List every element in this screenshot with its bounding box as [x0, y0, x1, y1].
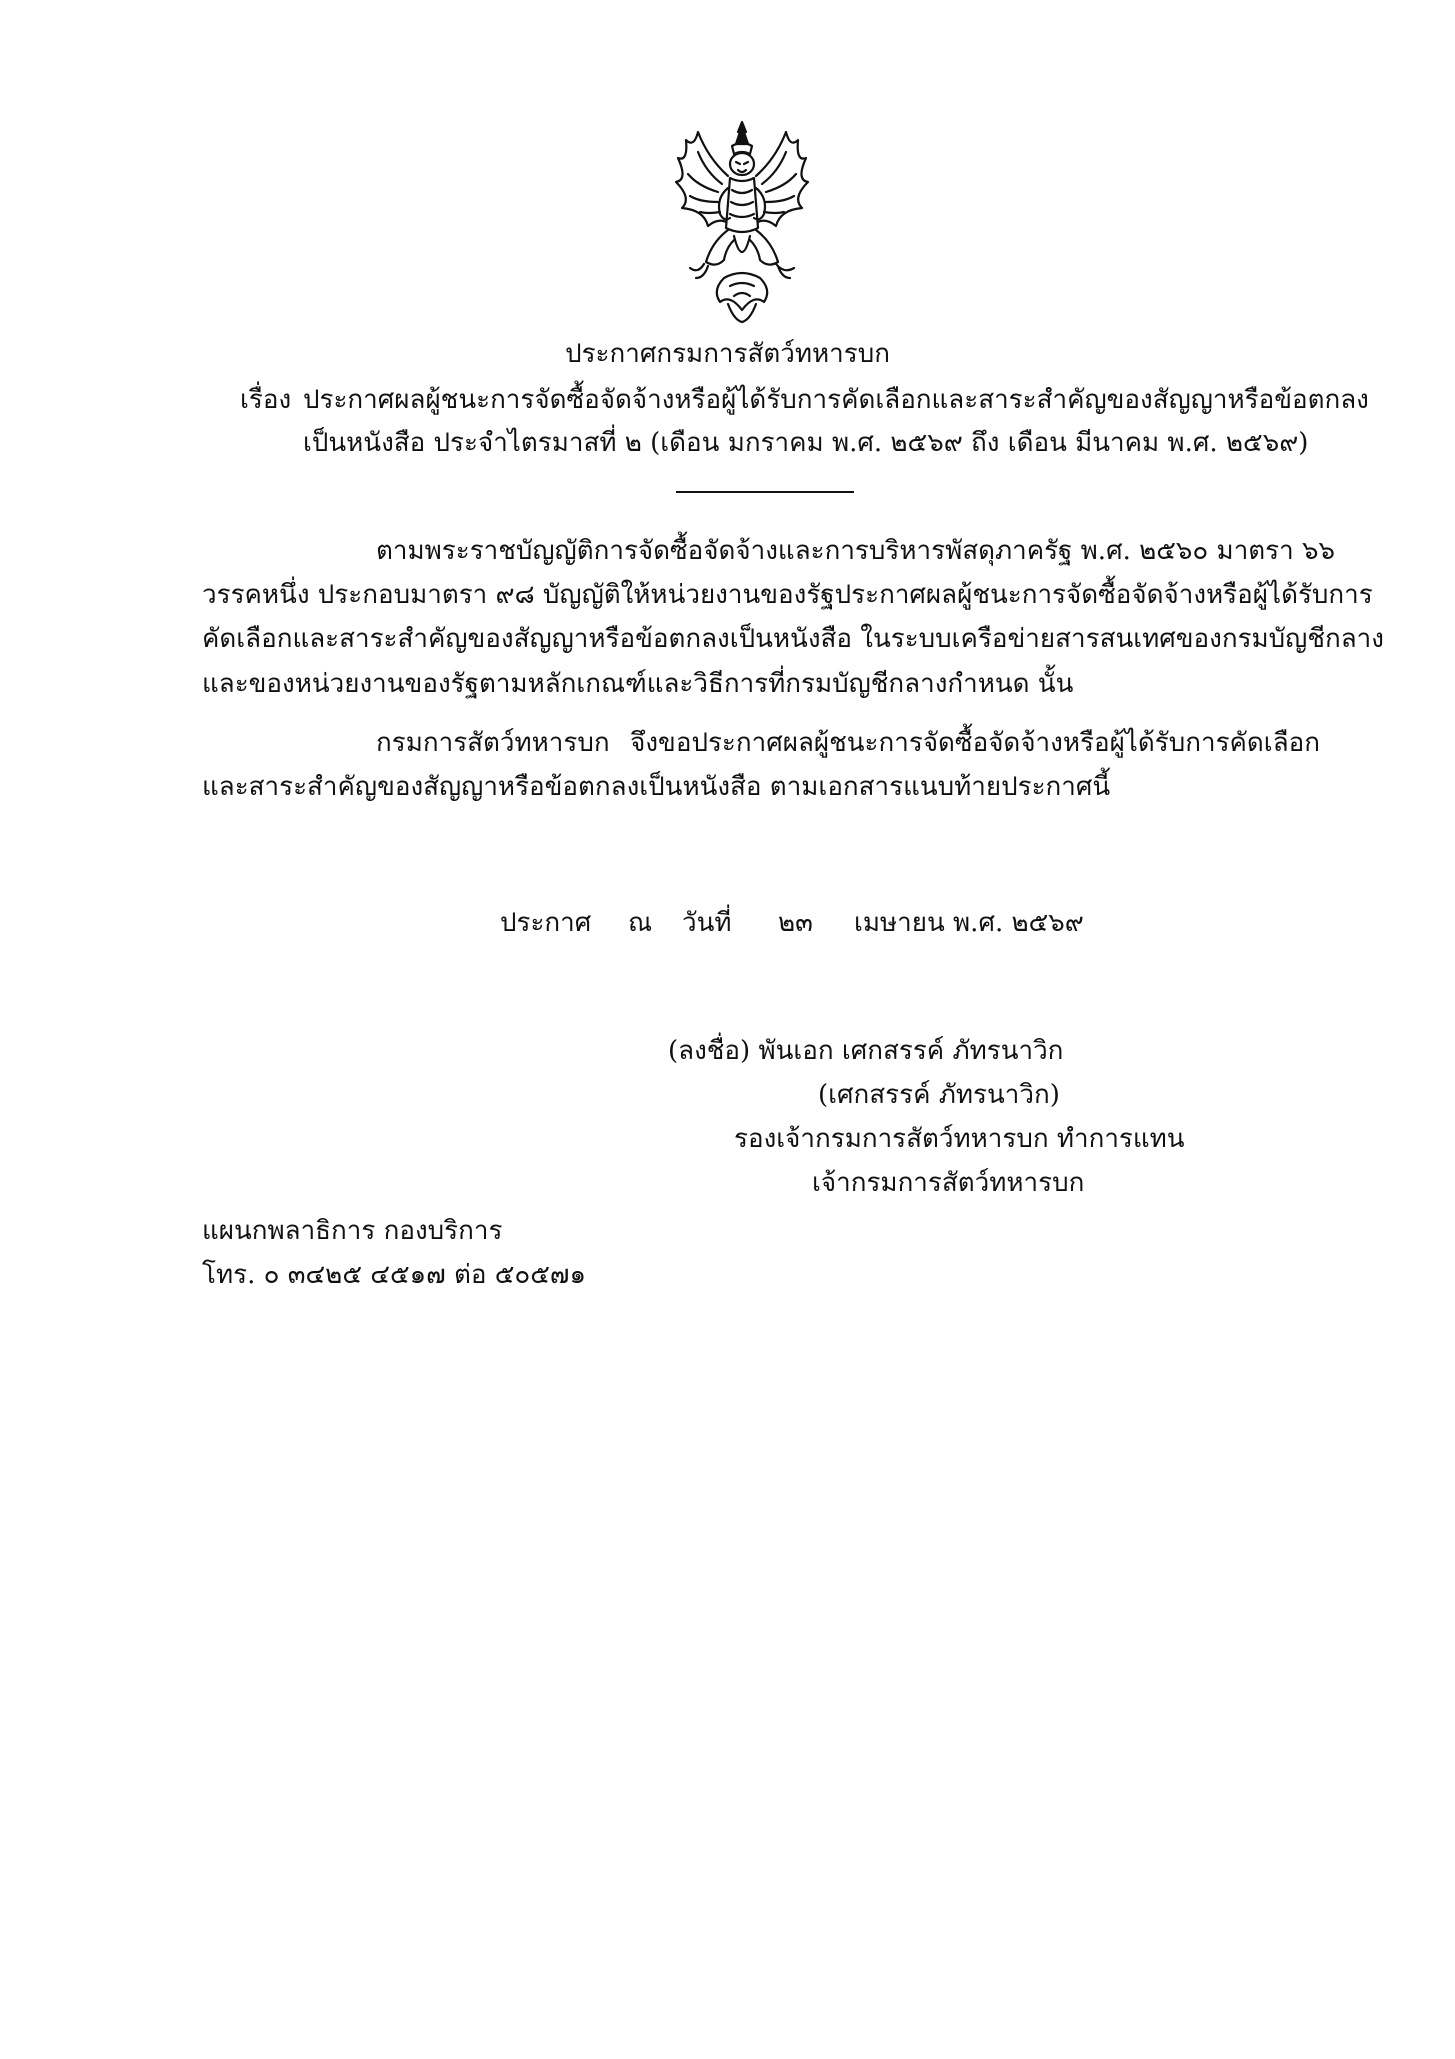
signature-position-1: รองเจ้ากรมการสัตว์ทหารบก ทำการแทน: [734, 1124, 1185, 1154]
announcement-title: ประกาศกรมการสัตว์ทหารบก: [565, 339, 890, 369]
date-month-year: เมษายน พ.ศ. ๒๕๖๙: [854, 908, 1084, 938]
subject-line-1: ประกาศผลผู้ชนะการจัดซื้อจัดจ้างหรือผู้ได้รับการคัดเลือกและสาระสำคัญของสัญญาหรือข้อตกลง: [303, 385, 1369, 415]
signature-position-2: เจ้ากรมการสัตว์ทหารบก: [812, 1168, 1085, 1198]
subject-line-2: เป็นหนังสือ ประจำไตรมาสที่ ๒ (เดือน มกราคม พ.ศ. ๒๕๖๙ ถึง เดือน มีนาคม พ.ศ. ๒๕๖๙): [303, 428, 1309, 458]
footer-office: แผนกพลาธิการ กองบริการ: [202, 1216, 503, 1246]
footer-phone: โทร. ๐ ๓๔๒๕ ๔๕๑๗ ต่อ ๕๐๕๗๑: [202, 1260, 586, 1290]
subject-label: เรื่อง: [240, 385, 292, 415]
paragraph-1-line-4: และของหน่วยงานของรัฐตามหลักเกณฑ์และวิธีการที่กรมบัญชีกลางกำหนด นั้น: [202, 669, 1074, 699]
paragraph-1-line-1: ตามพระราชบัญญัติการจัดซื้อจัดจ้างและการบริหารพัสดุภาครัฐ พ.ศ. ๒๕๖๐ มาตรา ๖๖: [376, 536, 1336, 566]
paragraph-2-line-1: กรมการสัตว์ทหารบก จึงขอประกาศผลผู้ชนะการจัดซื้อจัดจ้างหรือผู้ได้รับการคัดเลือก: [376, 728, 1320, 758]
date-at-word: ณ: [628, 908, 653, 938]
signature-signed: (ลงชื่อ) พันเอก เศกสรรค์ ภัทรนาวิก: [668, 1036, 1064, 1066]
garuda-emblem-icon: [668, 118, 816, 326]
date-day-value: ๒๓: [778, 908, 813, 938]
date-announce-word: ประกาศ: [500, 908, 592, 938]
title-divider: [676, 491, 854, 493]
paragraph-1-line-3: คัดเลือกและสาระสำคัญของสัญญาหรือข้อตกลงเป็นหนังสือ ในระบบเครือข่ายสารสนเทศของกรมบัญชีกลาง: [202, 624, 1384, 654]
paragraph-2-line-2: และสาระสำคัญของสัญญาหรือข้อตกลงเป็นหนังสือ ตามเอกสารแนบท้ายประกาศนี้: [202, 772, 1111, 802]
signature-name: (เศกสรรค์ ภัทรนาวิก): [818, 1080, 1060, 1110]
date-day-label: วันที่: [682, 908, 732, 938]
paragraph-1-line-2: วรรคหนึ่ง ประกอบมาตรา ๙๘ บัญญัติให้หน่วยงานของรัฐประกาศผลผู้ชนะการจัดซื้อจัดจ้างหรือผู้ได้รับการ: [202, 580, 1373, 610]
